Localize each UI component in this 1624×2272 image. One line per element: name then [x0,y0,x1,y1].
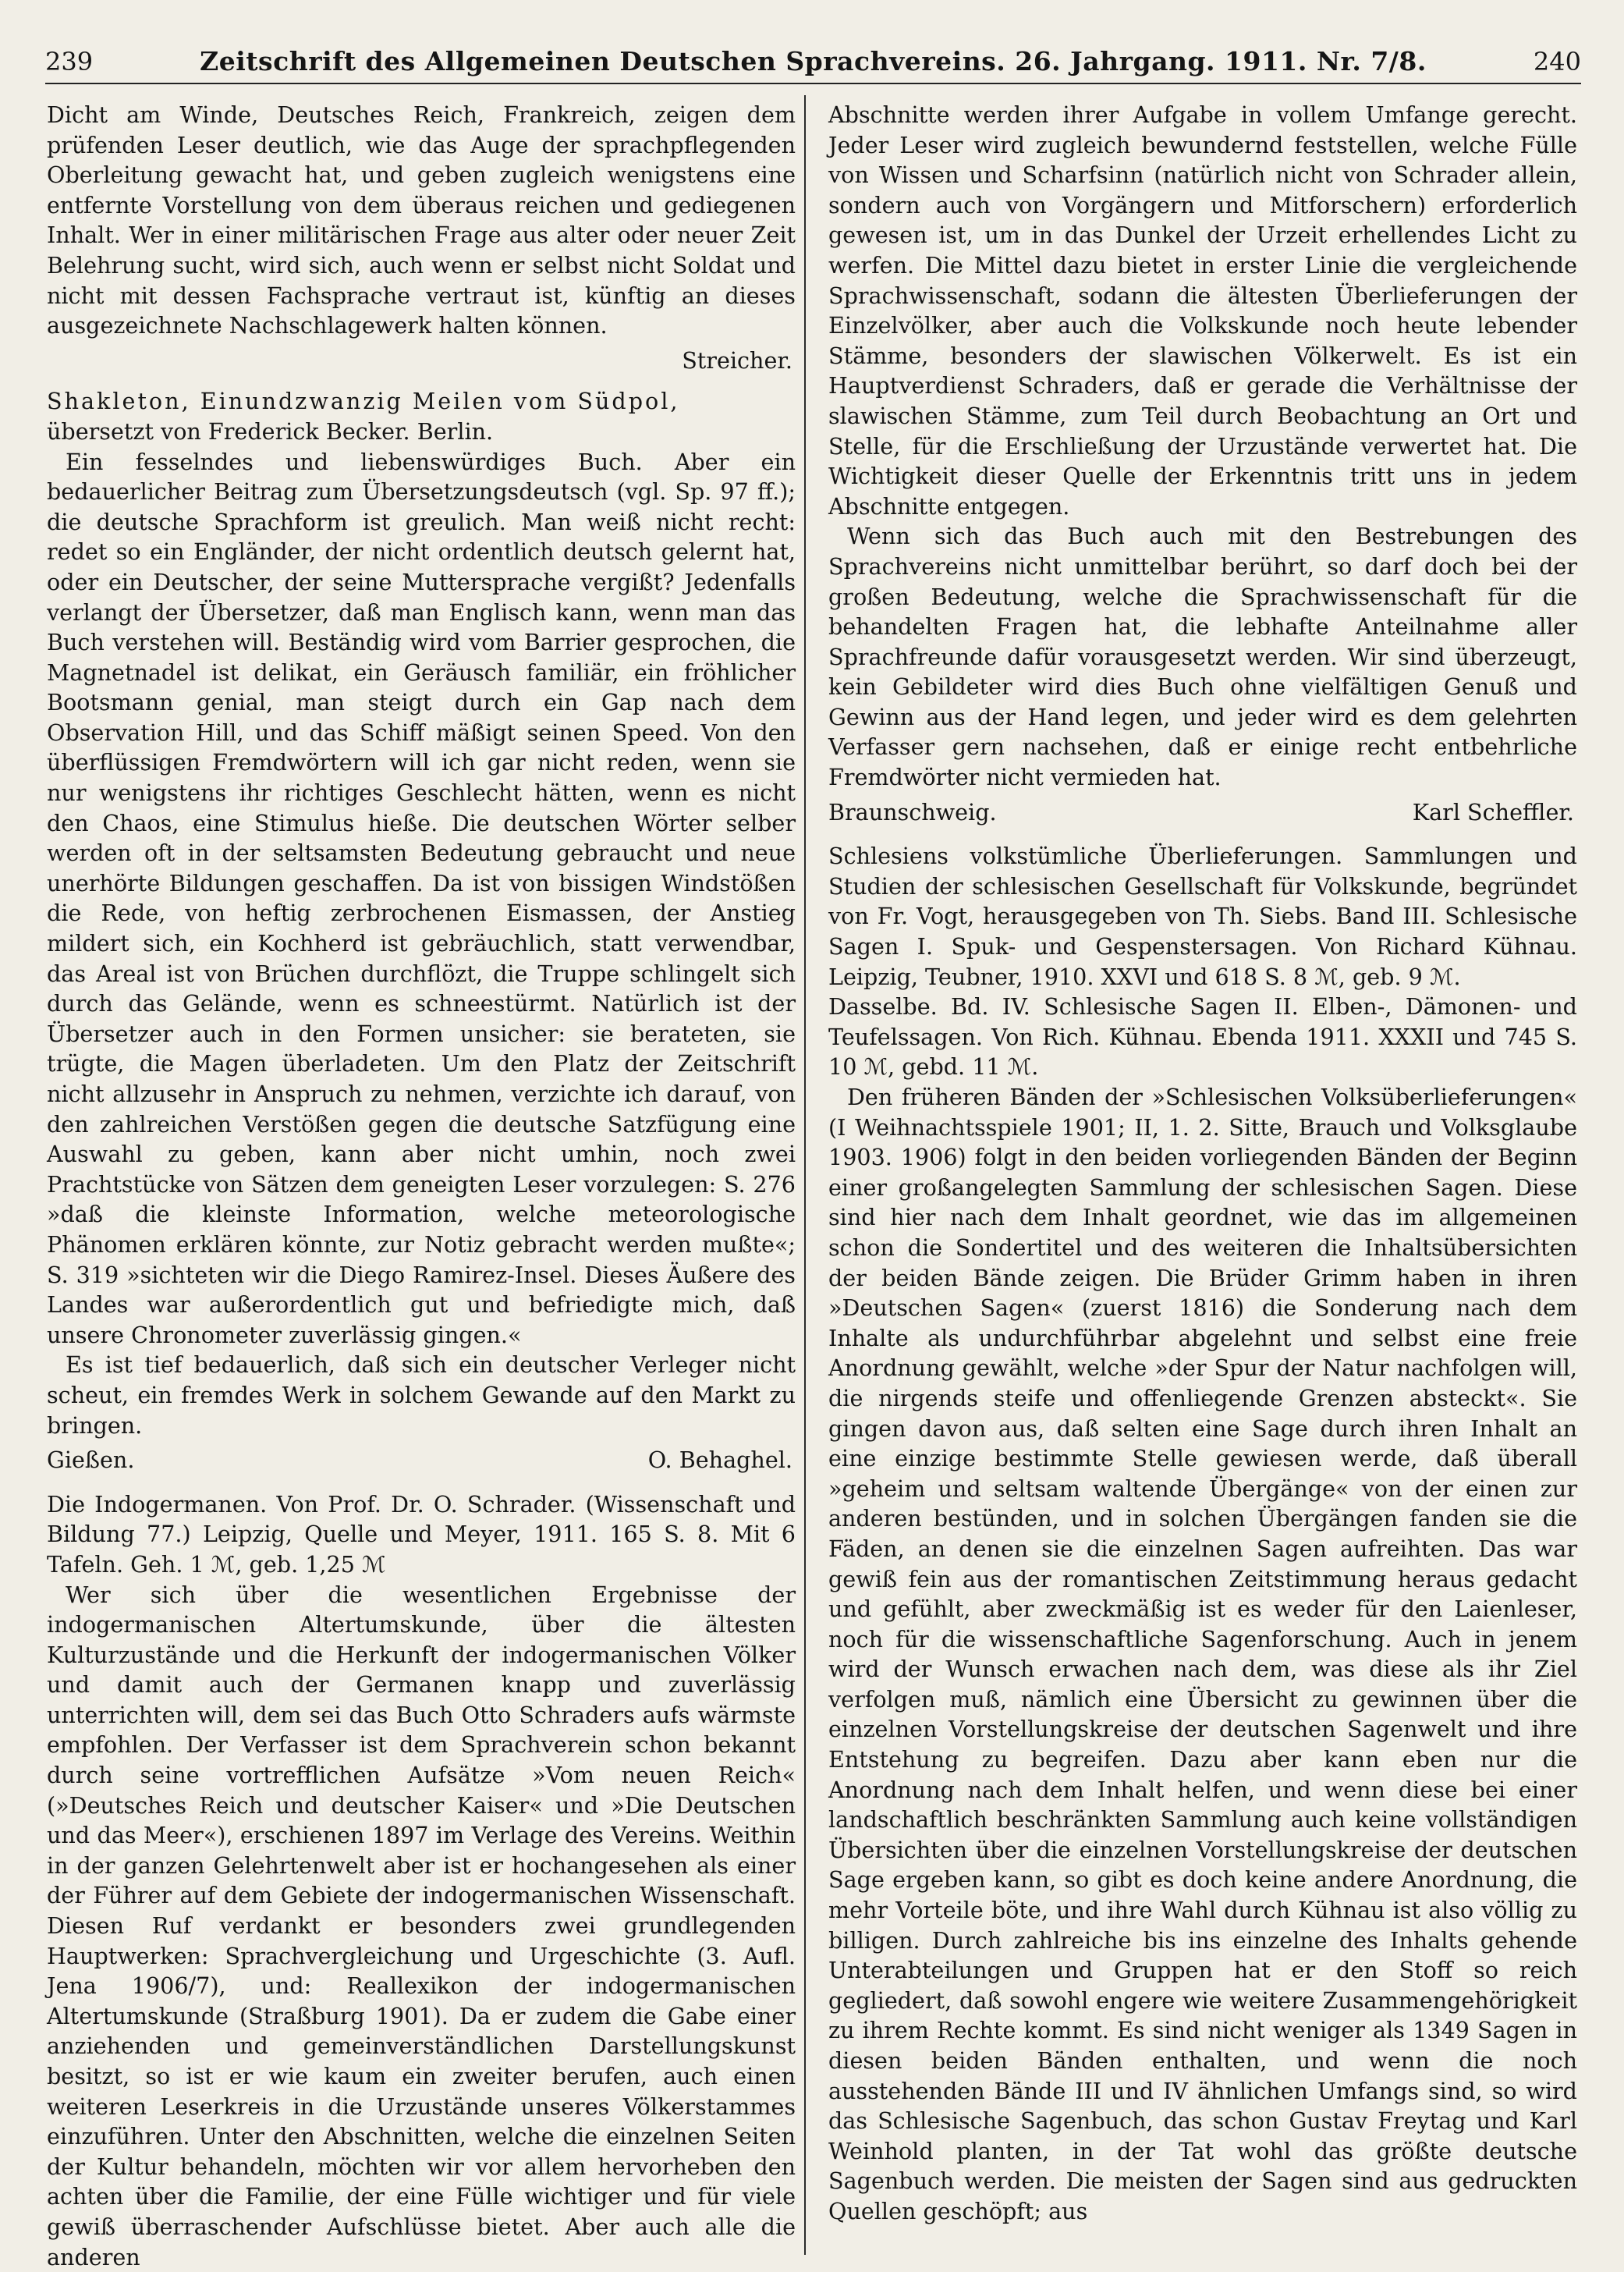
book-title: Shakleton, Einundzwanzig Meilen vom Südpol, [47,388,679,414]
right-column [828,100,1577,2253]
book-entry-title: Die Indogermanen. Von Prof. Dr. O. Schrader. (Wissenschaft und Bildung 77.) Leipzig, Quelle und Meyer, 1911. 165 S. 8. Mit 6 Tafeln. Geh. 1 ℳ, geb. 1,25 ℳ [47,1489,796,1580]
place: Gießen. [47,1445,134,1475]
signature: O. Behaghel. [648,1445,792,1475]
journal-title: Zeitschrift des Allgemeinen Deutschen Sprachvereins. 26. Jahrgang. 1911. Nr. 7/8. [93,46,1534,76]
book-entry-title [47,386,796,446]
left-column [47,100,796,2253]
book-entry-title: Schlesiens volkstümliche Überlieferungen. Sammlungen und Studien der schlesischen Gesellschaft für Volkskunde, begründet von Fr. Vogt, herausgegeben von Th. Siebs. Band III. Schlesische Sagen I. Spuk- und Gespenstersagen. Von Richard Kühnau. Leipzig, Teubner, 1910. XXVI und 618 S. 8 ℳ, geb. 9 ℳ. [828,841,1577,992]
running-header [45,33,1581,84]
paragraph: Dicht am Winde, Deutsches Reich, Frankreich, zeigen dem prüfenden Leser deutlich, wie das Auge der sprachpflegenden Oberleitung gewacht hat, und geben zugleich wenigstens eine entfernte Vorstellung von dem überaus reichen und gediegenen Inhalt. Wer in einer militärischen Frage aus alter oder neuer Zeit Belehrung sucht, wird sich, auch wenn er selbst nicht Soldat und nicht mit dessen Fachsprache vertraut ist, künftig an dieses ausgezeichnete Nachschlagewerk halten können. [47,100,796,341]
signature: Karl Scheffler. [1413,797,1574,828]
place: Braunschweig. [828,797,997,828]
paragraph: Abschnitte werden ihrer Aufgabe in vollem Umfange gerecht. Jeder Leser wird zugleich bewundernd feststellen, welche Fülle von Wissen und Scharfsinn (natürlich nicht von Schrader allein, sondern auch von Vorgängern und Mitforschern) erforderlich gewesen ist, um in das Dunkel der Urzeit erhellendes Licht zu werfen. Die Mittel dazu bietet in erster Linie die vergleichende Sprachwissenschaft, sodann die ältesten Überlieferungen der Einzelvölker, aber auch die Volkskunde noch heute lebender Stämme, besonders der slawischen Völkerwelt. Es ist ein Hauptverdienst Schraders, daß er gerade die Verhältnisse der slawischen Stämme, zum Teil durch Beobachtung an Ort und Stelle, für die Erschließung der Urzustände verwertet hat. Die Wichtigkeit dieser Quelle der Erkenntnis tritt uns in jedem Abschnitte entgegen. [828,100,1577,521]
signature-row [47,1445,792,1475]
book-entry-title: Dasselbe. Bd. IV. Schlesische Sagen II. Elben-, Dämonen- und Teufelssagen. Von Rich. Kühnau. Ebenda 1911. XXXII und 745 S. 10 ℳ, gebd. 11 ℳ. [828,992,1577,1082]
paragraph: Wer sich über die wesentlichen Ergebnisse der indogermanischen Altertumskunde, über die ältesten Kulturzustände und die Herkunft der indogermanischen Völker und damit auch der Germanen knapp und zuverlässig unterrichten will, dem sei das Buch Otto Schraders aufs wärmste empfohlen. Der Verfasser ist dem Sprachverein schon bekannt durch seine vortrefflichen Aufsätze »Vom neuen Reich« (»Deutsches Reich und deutscher Kaiser« und »Die Deutschen und das Meer«), erschienen 1897 im Verlage des Vereins. Weithin in der ganzen Gelehrtenwelt aber ist er hochangesehen als einer der Führer auf dem Gebiete der indogermanischen Wissenschaft. Diesen Ruf verdankt er besonders zwei grundlegenden Hauptwerken: Sprachvergleichung und Urgeschichte (3. Aufl. Jena 1906/7), und: Reallexikon der indogermanischen Altertumskunde (Straßburg 1901). Da er zudem die Gabe einer anziehenden und gemeinverständlichen Darstellungskunst besitzt, so ist er wie kaum ein zweiter berufen, auch einen weiteren Leserkreis in die Urzustände unseres Völkerstammes einzuführen. Unter den Abschnitten, welche die einzelnen Seiten der Kultur behandeln, möchten wir vor allem hervorheben den achten über die Familie, der eine Fülle wichtiger und für viele gewiß überraschender Aufschlüsse bietet. Aber auch alle die anderen [47,1580,796,2272]
page-number-left: 239 [45,47,93,76]
paragraph: Den früheren Bänden der »Schlesischen Volksüberlieferungen« (I Weihnachtsspiele 1901; II, 1. 2. Sitte, Brauch und Volksglaube 1903. 1906) folgt in den beiden vorliegenden Bänden der Beginn einer großangelegten Sammlung der schlesischen Sagen. Diese sind hier nach dem Inhalt geordnet, wie das im allgemeinen schon die Sondertitel und des weiteren die Inhaltsübersichten der beiden Bände zeigen. Die Brüder Grimm haben in ihren »Deutschen Sagen« (zuerst 1816) die Sonderung nach dem Inhalte als undurchführbar abgelehnt und selbst eine freie Anordnung gewählt, welche »der Spur der Natur nachfolgen will, die nirgends steife und offenliegende Grenzen absteckt«. Sie gingen davon aus, daß selten eine Sage durch ihren Inhalt an eine einzige bestimmte Stelle gewiesen werde, daß überall »geheim und seltsam waltende Übergänge« von der einen zur anderen bestünden, und in solchen Übergängen fanden sie die Fäden, an denen sie die einzelnen Sagen aufreihten. Das war gewiß fein aus der romantischen Zeitstimmung heraus gedacht und gefühlt, aber zweckmäßig ist es weder für den Laienleser, noch für die wissenschaftliche Sagenforschung. Auch in jenem wird der Wunsch erwachen nach dem, was diese als ihr Ziel verfolgen muß, nämlich eine Übersicht zu gewinnen über die einzelnen Vorstellungskreise der deutschen Sagenwelt und ihre Entstehung zu begreifen. Dazu aber kann eben nur die Anordnung nach dem Inhalt helfen, und wenn diese bei einer landschaftlich beschränkten Sammlung auch keine vollständigen Übersichten über die einzelnen Vorstellungskreise der deutschen Sage ergeben kann, so gibt es doch keine andere Anordnung, die mehr Vorteile böte, und ihre Wahl durch Kühnau ist also völlig zu billigen. Durch zahlreiche bis ins einzelne des Inhalts gehende Unterabteilungen und Gruppen hat er den Stoff so reich gegliedert, daß sowohl engere wie weitere Zusammengehörigkeit zu ihrem Rechte kommt. Es sind nicht weniger als 1349 Sagen in diesen beiden Bänden enthalten, und wenn die noch ausstehenden Bände III und IV ähnlichen Umfangs sind, so wird das Schlesische Sagenbuch, das schon Gustav Freytag und Karl Weinhold planten, in der Tat wohl das größte deutsche Sagenbuch werden. Die meisten der Sagen sind aus gedruckten Quellen geschöpft; aus [828,1082,1577,2227]
page-number-right: 240 [1534,47,1581,76]
column-divider [804,95,806,2255]
paragraph: Wenn sich das Buch auch mit den Bestrebungen des Sprachvereins nicht unmittelbar berührt, so darf doch bei der großen Bedeutung, welche die Sprachwissenschaft für die behandelten Fragen hat, die lebhafte Anteilnahme aller Sprachfreunde dafür vorausgesetzt werden. Wir sind überzeugt, kein Gebildeter wird dies Buch ohne vielfältigen Genuß und Gewinn aus der Hand legen, und jeder wird es dem gelehrten Verfasser gern nachsehen, daß er einige recht entbehrliche Fremdwörter nicht vermieden hat. [828,521,1577,792]
signature-row [828,797,1574,828]
signature: Streicher. [47,346,792,376]
paragraph: Es ist tief bedauerlich, daß sich ein deutscher Verleger nicht scheut, ein fremdes Werk in solchem Gewande auf den Markt zu bringen. [47,1350,796,1440]
book-subtitle: übersetzt von Frederick Becker. Berlin. [47,417,796,447]
paragraph: Ein fesselndes und liebenswürdiges Buch. Aber ein bedauerlicher Beitrag zum Übersetzungsdeutsch (vgl. Sp. 97 ff.); die deutsche Sprachform ist greulich. Man weiß nicht recht: redet so ein Engländer, der nicht ordentlich deutsch gelernt hat, oder ein Deutscher, der seine Muttersprache vergißt? Jedenfalls verlangt der Übersetzer, daß man Englisch kann, wenn man das Buch verstehen will. Beständig wird vom Barrier gesprochen, die Magnetnadel ist delikat, ein Geräusch familiär, ein fröhlicher Bootsmann genial, man steigt durch ein Gap nach dem Observation Hill, und das Schiff mäßigt seinen Speed. Von den überflüssigen Fremdwörtern will ich gar nicht reden, wenn sie nur wenigstens ihr richtiges Geschlecht hätten, wenn es nicht den Chaos, eine Stimulus hieße. Die deutschen Wörter selber werden oft in der seltsamsten Bedeutung gebraucht und neue unerhörte Bildungen geschaffen. Da ist von bissigen Windstößen die Rede, von heftig zerbrochenen Eismassen, der Anstieg mildert sich, ein Kochherd ist gebräuchlich, statt verwendbar, das Areal ist von Brüchen durchflözt, die Truppe schlingelt sich durch das Gelände, wenn es schneestürmt. Natürlich ist der Übersetzer auch in den Formen unsicher: sie berateten, sie trügte, die Magen überladeten. Um den Platz der Zeitschrift nicht allzusehr in Anspruch zu nehmen, verzichte ich darauf, von den zahlreichen Verstößen gegen die deutsche Satzfügung eine Auswahl zu geben, kann aber nicht umhin, noch zwei Prachtstücke von Sätzen dem geneigten Leser vorzulegen: S. 276 »daß die kleinste Information, welche meteorologische Phänomen erklären könnte, zur Notiz gebracht werden mußte«; S. 319 »sichteten wir die Diego Ramirez-Insel. Dieses Äußere des Landes war außerordentlich gut und befriedigte mich, daß unsere Chronometer zuverlässig gingen.« [47,447,796,1351]
